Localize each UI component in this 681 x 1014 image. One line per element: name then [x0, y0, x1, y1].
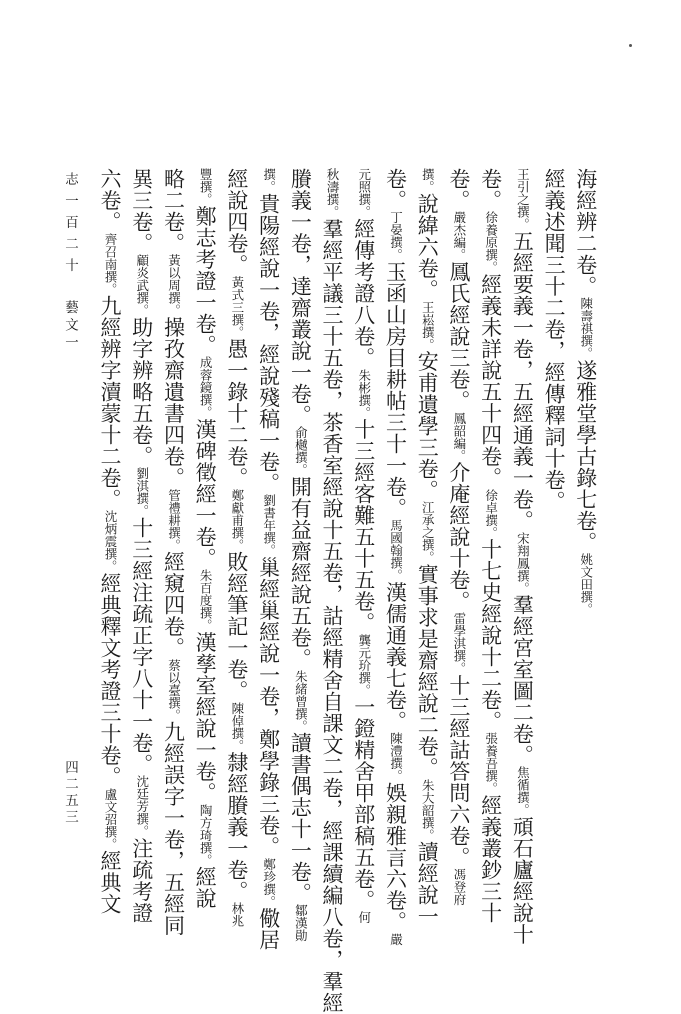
title-text: 注疏考證 [129, 837, 154, 924]
author-note: 撰。 [261, 168, 277, 193]
author-note: 張養吾撰。 [483, 732, 499, 795]
title-text: 卷。 [446, 168, 471, 211]
title-text: 十七史經說十二卷。 [478, 538, 503, 732]
title-text: 遂雅堂學古錄七卷。 [573, 359, 598, 553]
author-note: 黃式三撰。 [229, 275, 245, 338]
author-note: 鳳韶編。 [451, 411, 467, 462]
title-text: 經窺四卷。 [161, 551, 186, 659]
title-text: 十三經詁答問六卷。 [446, 674, 471, 868]
text-column [98, 168, 122, 915]
title-text: 賸義一卷，達齋叢說一卷。 [288, 168, 313, 426]
title-text: 愚一錄十二卷。 [224, 338, 249, 489]
text-column [224, 168, 249, 927]
text-column [351, 168, 376, 924]
text-column [415, 168, 440, 927]
text-column [478, 168, 503, 924]
author-note: 朱大韶撰。 [420, 778, 436, 841]
author-note: 成蓉鏡撰。 [198, 356, 214, 419]
author-note: 齊召南撰。 [103, 232, 118, 295]
text-column [542, 168, 566, 790]
author-note: 沈炳震撰。 [103, 510, 118, 573]
title-text: 說緯六卷。 [415, 193, 440, 301]
page-number: 四二五三 [62, 760, 78, 826]
title-text: 九經誤字一卷，五經同 [161, 721, 186, 936]
author-note: 顧炎武撰。 [134, 254, 150, 317]
author-note: 劉淇撰。 [134, 467, 150, 517]
author-note: 徐養原撰。 [483, 211, 499, 274]
text-column [129, 168, 154, 924]
footer-section: 藝文一 [62, 300, 78, 353]
author-note: 黃以周撰。 [166, 254, 182, 317]
title-text: 安甫遺學三卷。 [415, 350, 440, 501]
title-text: 鄭志考證一卷。 [193, 205, 218, 356]
author-note: 雷學淇撰。 [451, 612, 467, 675]
title-text: 五經要義一卷，五經通義一卷。 [510, 230, 535, 532]
author-note: 朱緒曾撰。 [293, 669, 309, 732]
text-column [193, 168, 218, 909]
author-note: 丁晏撰。 [388, 211, 404, 261]
author-note: 馬國翰撰。 [388, 519, 404, 582]
author-note: 林兆 [229, 902, 245, 927]
title-text: 操孜齋遺書四卷。 [161, 316, 186, 489]
author-note: 龔元玠撰。 [356, 633, 372, 696]
title-text: 頑石廬經說十 [510, 816, 535, 945]
speck [629, 44, 632, 47]
author-note: 何 [356, 911, 372, 924]
title-text: 讀書偶志十一卷。 [288, 732, 313, 904]
author-note: 鄭獻甫撰。 [229, 488, 245, 551]
author-note: 陳壽祺撰。 [578, 297, 594, 360]
text-column [161, 168, 186, 936]
title-text: 巢經巢經說一卷，鄭學錄三卷。 [256, 556, 281, 858]
title-text: 十三經注疏正字八十一卷。 [129, 517, 154, 775]
title-text: 異三卷。 [129, 168, 154, 254]
text-column [383, 168, 408, 945]
author-note: 王引之撰。 [515, 168, 531, 231]
title-text: 實事求是齋經說二卷。 [415, 563, 440, 779]
author-note: 陶方琦撰。 [198, 803, 214, 866]
title-text: 經義未詳說五十四卷。 [478, 273, 503, 489]
text-column [510, 168, 535, 945]
author-note: 宋翔鳳撰。 [515, 531, 531, 594]
title-text: 隸經賸義一卷。 [224, 751, 249, 902]
author-note: 撰。 [420, 168, 436, 193]
author-note: 朱百度撰。 [198, 569, 214, 632]
title-text: 略二卷。 [161, 168, 186, 254]
title-text: 十三經客難五十五卷。 [351, 418, 376, 634]
title-text: 漢碑徵經一卷。 [193, 418, 218, 569]
title-text: 九經辨字瀆蒙十二卷。 [98, 295, 122, 510]
author-note: 鄭珍撰。 [261, 857, 277, 908]
author-note: 焦循撰。 [515, 766, 531, 816]
author-note: 盧文弨撰。 [103, 787, 118, 850]
title-text: 儆居 [256, 907, 281, 951]
title-text: 經說 [193, 866, 218, 909]
author-note: 徐卓撰。 [483, 488, 499, 539]
title-text: 羣經宮室圖二卷。 [510, 594, 535, 766]
title-text: 介庵經說十卷。 [446, 461, 471, 612]
author-note: 江承之撰。 [420, 501, 436, 564]
author-note: 俞樾撰。 [293, 426, 309, 476]
title-text: 一鐙精舍甲部稿五卷。 [351, 696, 376, 911]
author-note: 陳澧撰。 [388, 732, 404, 782]
title-text: 經義叢鈔三十 [478, 794, 503, 924]
title-text: 卷。 [478, 168, 503, 211]
title-text: 經典文 [98, 850, 122, 915]
author-note: 嚴 [388, 932, 404, 945]
title-text: 娛親雅言六卷。 [383, 782, 408, 933]
author-note: 姚文田撰。 [578, 553, 594, 616]
title-text: 貴陽經說一卷，經說殘稿一卷。 [256, 193, 281, 494]
title-text: 六卷。 [98, 168, 122, 233]
main-text-block [98, 168, 598, 1014]
author-note: 劉書年撰。 [261, 494, 277, 557]
author-note: 朱彬撰。 [356, 368, 372, 419]
title-text: 讀經說一 [415, 841, 440, 927]
author-note: 豐撰。 [198, 168, 214, 206]
text-column [320, 168, 345, 1014]
text-column [288, 168, 313, 942]
title-text: 漢孳室經說一卷。 [193, 631, 218, 804]
author-note: 沈廷芳撰。 [134, 775, 150, 838]
title-text: 漢儒通義七卷。 [383, 581, 408, 732]
title-text: 開有益齋經說五卷。 [288, 476, 313, 670]
title-text: 鳳氏經說三卷。 [446, 261, 471, 412]
title-text: 玉函山房目耕帖三十一卷。 [383, 261, 408, 519]
title-text: 敗經筆記一卷。 [224, 551, 249, 702]
title-text: 羣經平議三十五卷，茶香室經說十五卷，詁經精舍自課文二卷，經課續編八卷，羣經 [320, 218, 345, 1014]
text-column [446, 168, 471, 906]
title-text: 海經辨二卷。 [573, 168, 598, 297]
text-column [574, 168, 598, 790]
title-text: 助字辨略五卷。 [129, 316, 154, 467]
title-text: 經義述聞三十二卷，經傳釋詞十卷。 [542, 168, 567, 512]
title-text: 經說四卷。 [224, 168, 249, 276]
author-note: 秋濤撰。 [325, 168, 341, 218]
author-note: 蔡以臺撰。 [166, 658, 182, 721]
author-note: 陳倬撰。 [229, 701, 245, 752]
author-note: 馮登府 [451, 868, 467, 906]
text-column [256, 168, 281, 951]
author-note: 王崧撰。 [420, 300, 436, 351]
footer-volume: 志一百二十 [62, 172, 78, 280]
title-text: 經典釋文考證三十卷。 [98, 572, 122, 788]
title-text: 經傳考證八卷。 [351, 218, 376, 369]
author-note: 管禮耕撰。 [166, 488, 182, 551]
author-note: 嚴杰編。 [451, 211, 467, 261]
title-text: 卷。 [383, 168, 408, 211]
author-note: 鄒漢勛 [293, 904, 309, 942]
author-note: 元照撰。 [356, 168, 372, 218]
